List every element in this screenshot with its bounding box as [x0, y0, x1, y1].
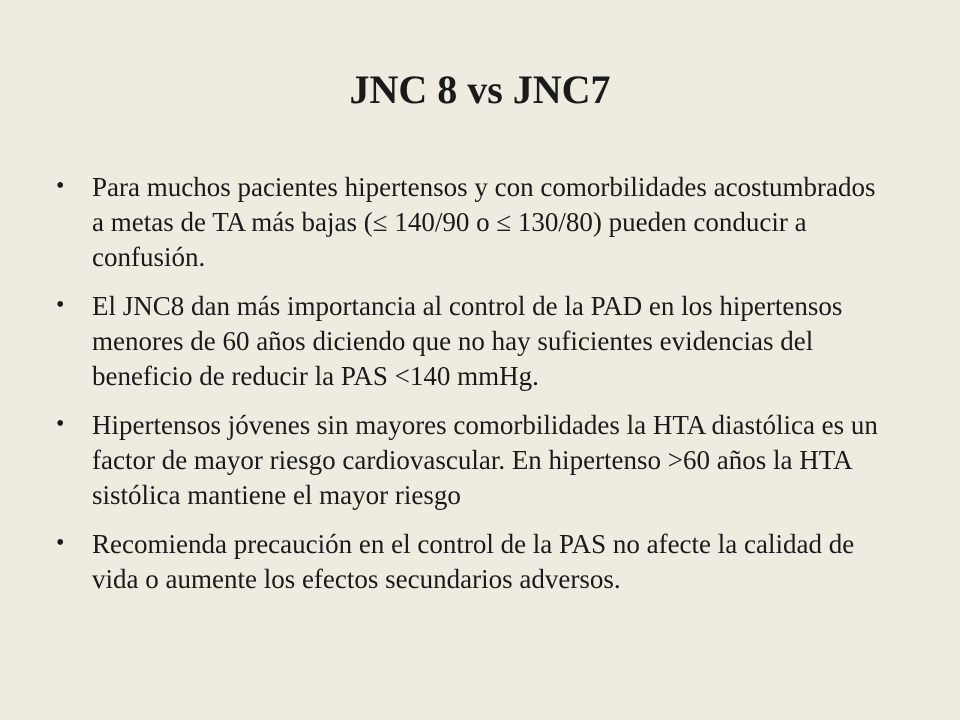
bullet-dot-icon: • — [56, 530, 65, 556]
bullet-dot-icon: • — [56, 173, 65, 199]
bullet-item — [56, 289, 886, 394]
bullet-dot-icon: • — [56, 292, 65, 318]
bullet-text: Hipertensos jóvenes sin mayores comorbilidades la HTA diastólica es un factor de mayor riesgo cardiovascular. En hipertenso >60 años la HTA sistólica mantiene el mayor riesgo — [92, 410, 878, 510]
bullet-text: Recomienda precaución en el control de la PAS no afecte la calidad de vida o aumente los efectos secundarios adversos. — [92, 529, 855, 594]
slide-title: JNC 8 vs JNC7 — [349, 67, 611, 112]
bullet-text: Para muchos pacientes hipertensos y con comorbilidades acostumbrados a metas de TA más bajas (≤ 140/90 o ≤ 130/80) pueden conducir a confusión. — [92, 172, 876, 272]
bullet-item — [56, 408, 886, 513]
bullet-item — [56, 527, 886, 597]
bullet-dot-icon: • — [56, 411, 65, 437]
bullet-list — [56, 170, 886, 611]
bullet-item — [56, 170, 886, 275]
bullet-text: El JNC8 dan más importancia al control de la PAD en los hipertensos menores de 60 años diciendo que no hay suficientes evidencias del beneficio de reducir la PAS <140 mmHg. — [92, 291, 843, 391]
